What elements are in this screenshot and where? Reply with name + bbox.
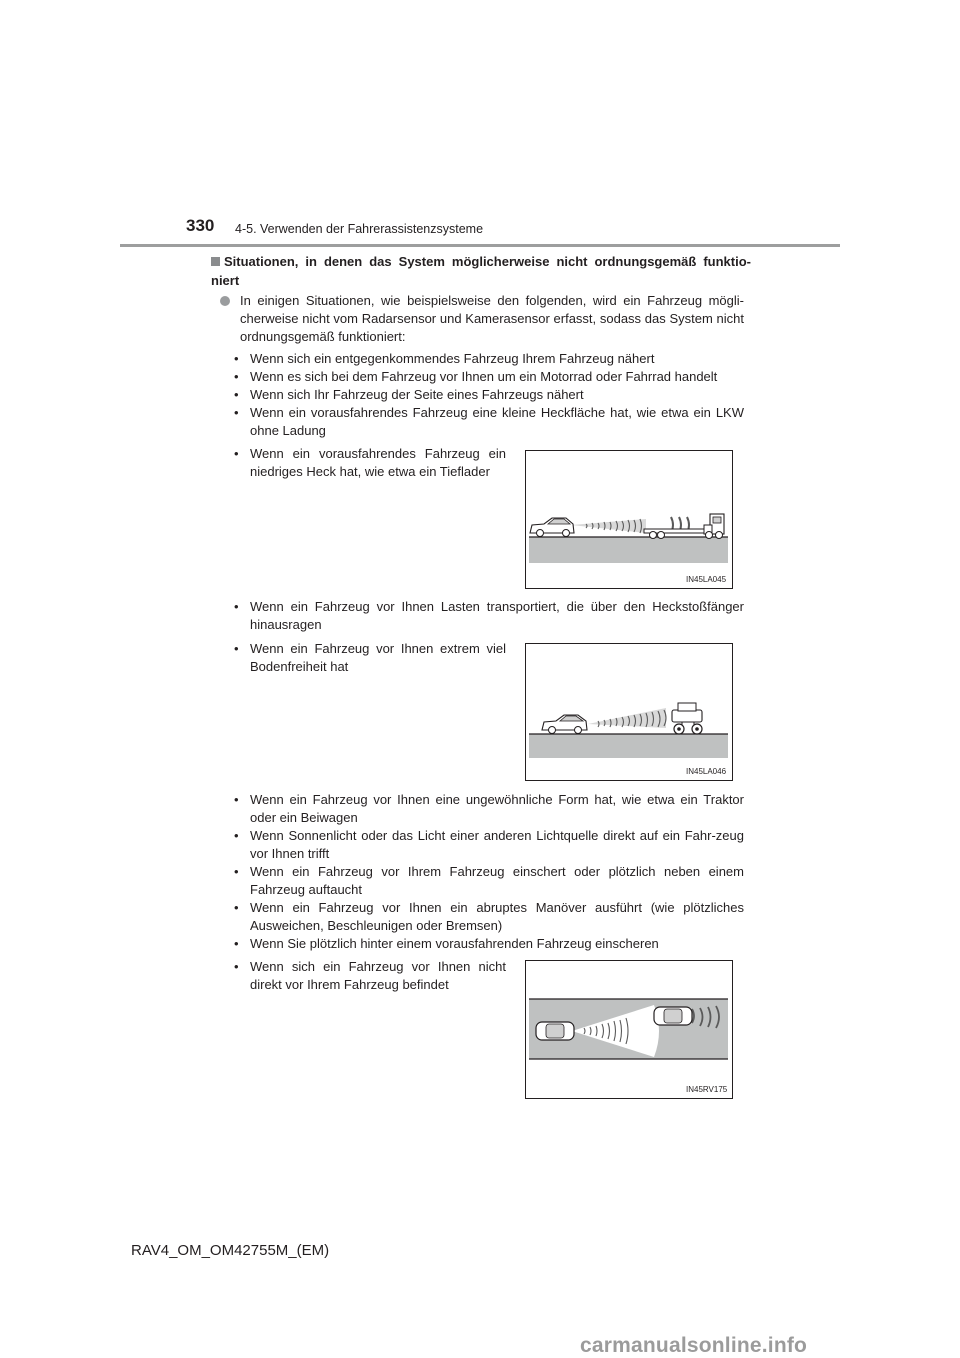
figure-code: IN45RV175 [686,1085,728,1094]
list-item: • Wenn ein Fahrzeug vor Ihnen ein abruptes Manöver ausführt (wie plötzliches Ausweichen, Beschleunigen oder Bremsen) [234,899,744,935]
header-divider [120,244,840,247]
section-title: 4-5. Verwenden der Fahrerassistenzsysteme [235,222,484,236]
low-trailer-truck-icon [644,514,724,539]
figure-offset-vehicle [525,960,733,1099]
heading-text: Situationen, in denen das System möglicherweise nicht ordnungsgemäß funktio-niert [211,254,751,288]
list-item: • Wenn Sonnenlicht oder das Licht einer anderen Lichtquelle direkt auf ein Fahr-zeug vor Ihnen trifft [234,827,744,863]
bullet-b [234,598,744,634]
list-item: • Wenn ein Fahrzeug vor Ihnen extrem viel Bodenfreiheit hat [234,640,506,676]
own-car-top-icon [536,1022,574,1040]
section-heading [211,252,751,290]
figure-code: IN45LA045 [686,575,727,584]
list-item: • Wenn sich Ihr Fahrzeug der Seite eines Fahrzeugs nähert [234,386,744,404]
list-item: • Wenn ein Fahrzeug vor Ihnen eine ungewöhnliche Form hat, wie etwa ein Traktor oder ein Beiwagen [234,791,744,827]
road-surface [529,537,728,563]
list-item: • Wenn Sie plötzlich hinter einem vorausfahrenden Fahrzeug einscheren [234,935,744,953]
road-surface [529,734,728,758]
figure-low-trailer [525,450,733,589]
page-number: 330 [186,216,215,235]
car-icon [542,715,587,734]
radar-beam [588,708,666,728]
square-bullet-icon [211,257,220,266]
low-trailer-illustration [526,451,732,588]
list-item: • Wenn ein vorausfahrendes Fahrzeug ein niedriges Heck hat, wie etwa ein Tieflader [234,445,506,481]
figure-high-clearance [525,643,733,781]
car-ahead-top-icon [654,1007,692,1025]
intro-text: In einigen Situationen, wie beispielsweise den folgenden, wird ein Fahrzeug mögli-cherweise nicht vom Radarsensor und Kamerasensor erfasst, sodass das System nicht ordnungsgemäß funktioniert: [240,293,744,344]
bullet-list-a [234,350,744,440]
list-item: • Wenn sich ein Fahrzeug vor Ihnen nicht direkt vor Ihrem Fahrzeug befindet [234,958,506,994]
list-item: • Wenn sich ein entgegenkommendes Fahrzeug Ihrem Fahrzeug nähert [234,350,744,368]
bullet-list-c [234,791,744,953]
list-item: • Wenn ein Fahrzeug vor Ihnen Lasten transportiert, die über den Heckstoßfänger hinausragen [234,598,744,634]
offroad-vehicle-icon [672,703,702,734]
bullet-figure-2 [234,640,506,676]
list-item: • Wenn ein vorausfahrendes Fahrzeug eine kleine Heckfläche hat, wie etwa ein LKW ohne Ladung [234,404,744,440]
document-code-footer: RAV4_OM_OM42755M_(EM) [131,1242,330,1259]
figure-code: IN45LA046 [686,767,727,776]
intro-paragraph [222,292,744,346]
bullet-figure-1 [234,445,506,481]
car-icon [530,518,574,537]
high-clearance-illustration [526,644,732,780]
bullet-figure-3 [234,958,506,994]
offset-vehicle-illustration [526,961,732,1098]
watermark: carmanualsonline.info [580,1334,808,1357]
circle-bullet-icon [220,296,230,306]
list-item: • Wenn es sich bei dem Fahrzeug vor Ihnen um ein Motorrad oder Fahrrad handelt [234,368,744,386]
list-item: • Wenn ein Fahrzeug vor Ihrem Fahrzeug einschert oder plötzlich neben einem Fahrzeug auftaucht [234,863,744,899]
